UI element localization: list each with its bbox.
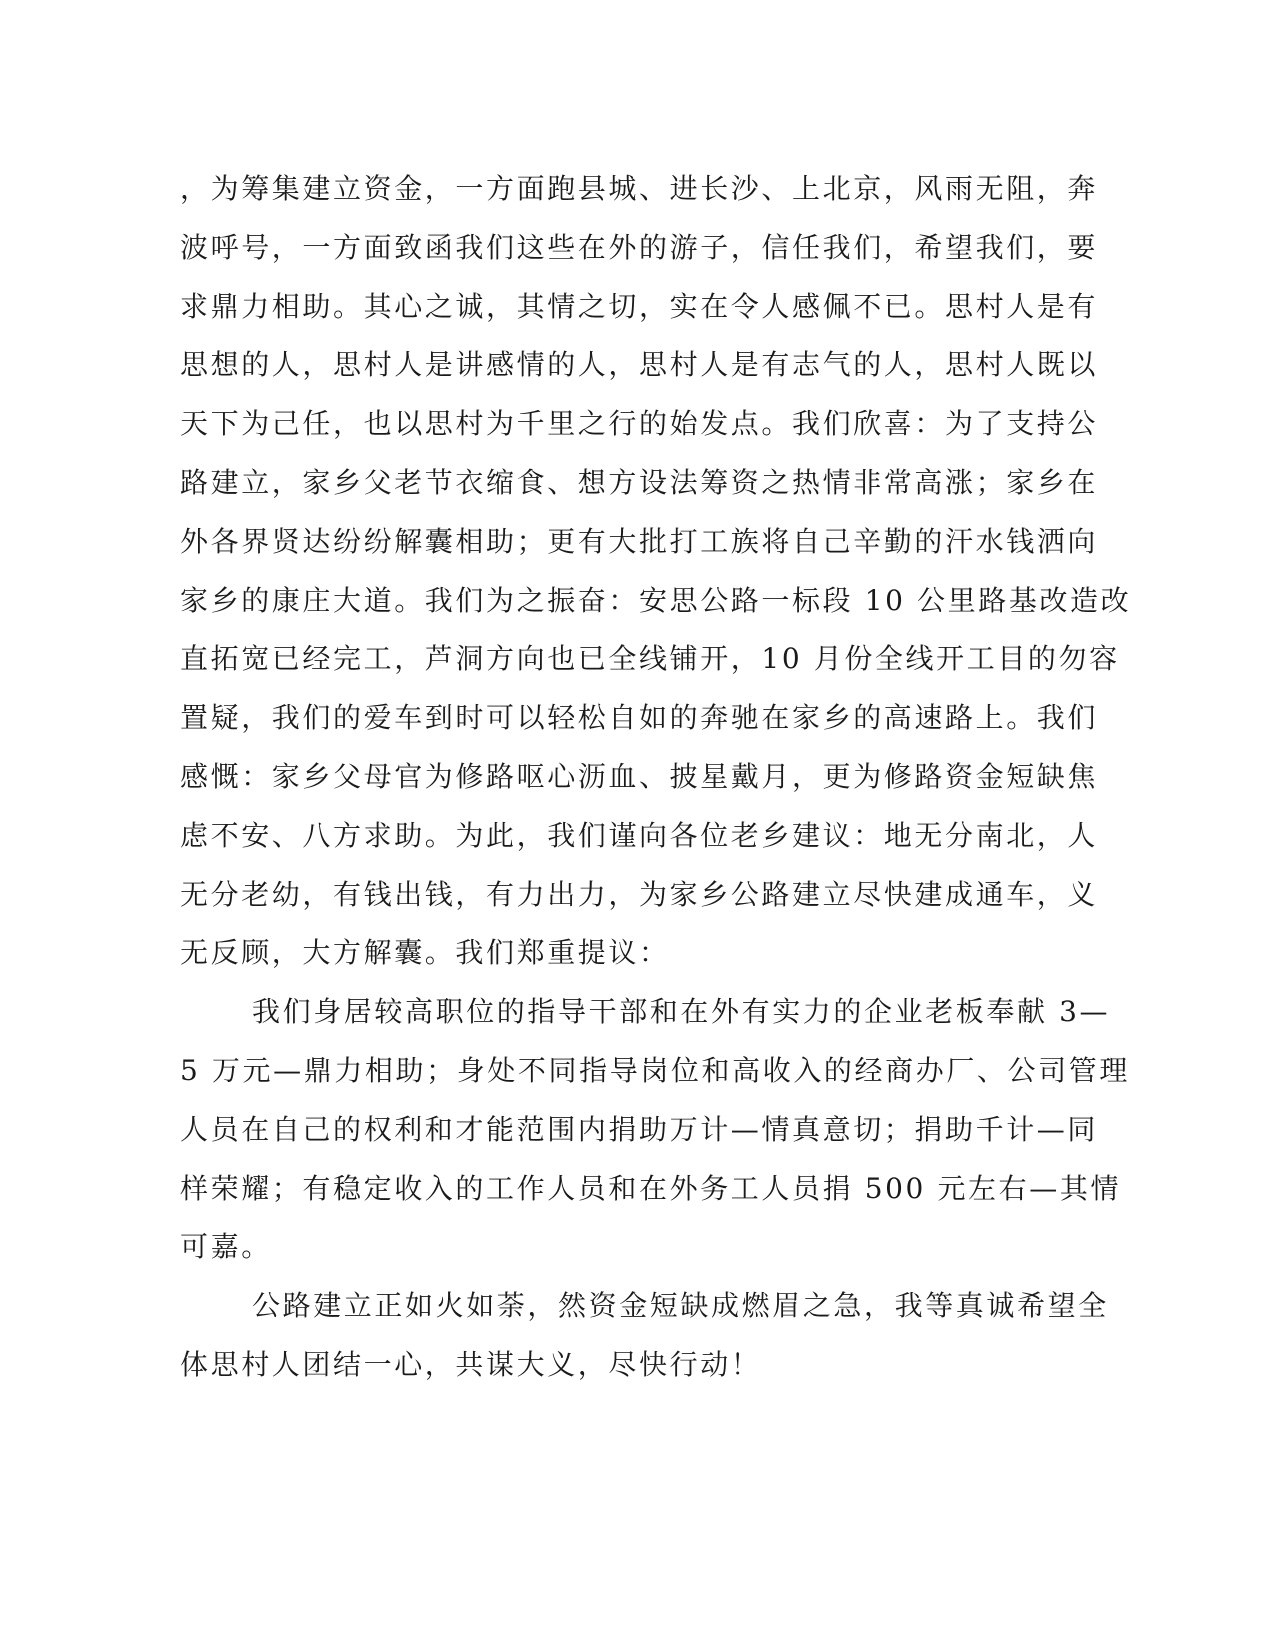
document-body xyxy=(180,160,1132,1395)
text-line: 波呼号，一方面致函我们这些在外的游子，信任我们，希望我们，要 xyxy=(180,230,1099,264)
text-line: 置疑，我们的爱车到时可以轻松自如的奔驰在家乡的高速路上。我们 xyxy=(180,701,1099,735)
text-line: 可嘉。 xyxy=(180,1230,272,1264)
text-line: 虑不安、八方求助。为此，我们谨向各位老乡建议：地无分南北，人 xyxy=(180,818,1099,852)
text-line-indented: 公路建立正如火如荼，然资金短缺成燃眉之急，我等真诚希望全 xyxy=(252,1289,1109,1323)
text-line: ，为筹集建立资金，一方面跑县城、进长沙、上北京，风雨无阻，奔 xyxy=(180,172,1099,205)
paragraph-1 xyxy=(180,160,1132,983)
text-line: 路建立，家乡父老节衣缩食、想方设法筹资之热情非常高涨；家乡在 xyxy=(180,465,1099,499)
text-line: 无分老幼，有钱出钱，有力出力，为家乡公路建立尽快建成通车，义 xyxy=(180,877,1099,911)
text-line: 外各界贤达纷纷解囊相助；更有大批打工族将自己辛勤的汗水钱洒向 xyxy=(180,524,1099,558)
text-line: 天下为己任，也以思村为千里之行的始发点。我们欣喜：为了支持公 xyxy=(180,407,1099,441)
text-line: 样荣耀；有稳定收入的工作人员和在外务工人员捐 500 元左右—其情 xyxy=(180,1171,1122,1205)
text-line: 无反顾，大方解囊。我们郑重提议： xyxy=(180,936,670,970)
text-line-indented: 我们身居较高职位的指导干部和在外有实力的企业老板奉献 3— xyxy=(252,995,1111,1029)
text-line: 直拓宽已经完工，芦洞方向也已全线铺开，10 月份全线开工目的勿容 xyxy=(180,642,1120,676)
text-line: 家乡的康庄大道。我们为之振奋：安思公路一标段 10 公里路基改造改 xyxy=(180,583,1132,617)
paragraph-3 xyxy=(180,1277,1109,1395)
text-line: 求鼎力相助。其心之诚，其情之切，实在令人感佩不已。思村人是有 xyxy=(180,289,1099,323)
text-line: 体思村人团结一心，共谋大义，尽快行动！ xyxy=(180,1347,762,1381)
text-line: 感慨：家乡父母官为修路呕心沥血、披星戴月，更为修路资金短缺焦 xyxy=(180,759,1099,793)
text-line: 思想的人，思村人是讲感情的人，思村人是有志气的人，思村人既以 xyxy=(180,348,1099,382)
text-line: 5 万元—鼎力相助；身处不同指导岗位和高收入的经商办厂、公司管理 xyxy=(180,1053,1130,1087)
text-line: 人员在自己的权利和才能范围内捐助万计—情真意切；捐助千计—同 xyxy=(180,1112,1099,1146)
paragraph-2 xyxy=(180,983,1130,1277)
